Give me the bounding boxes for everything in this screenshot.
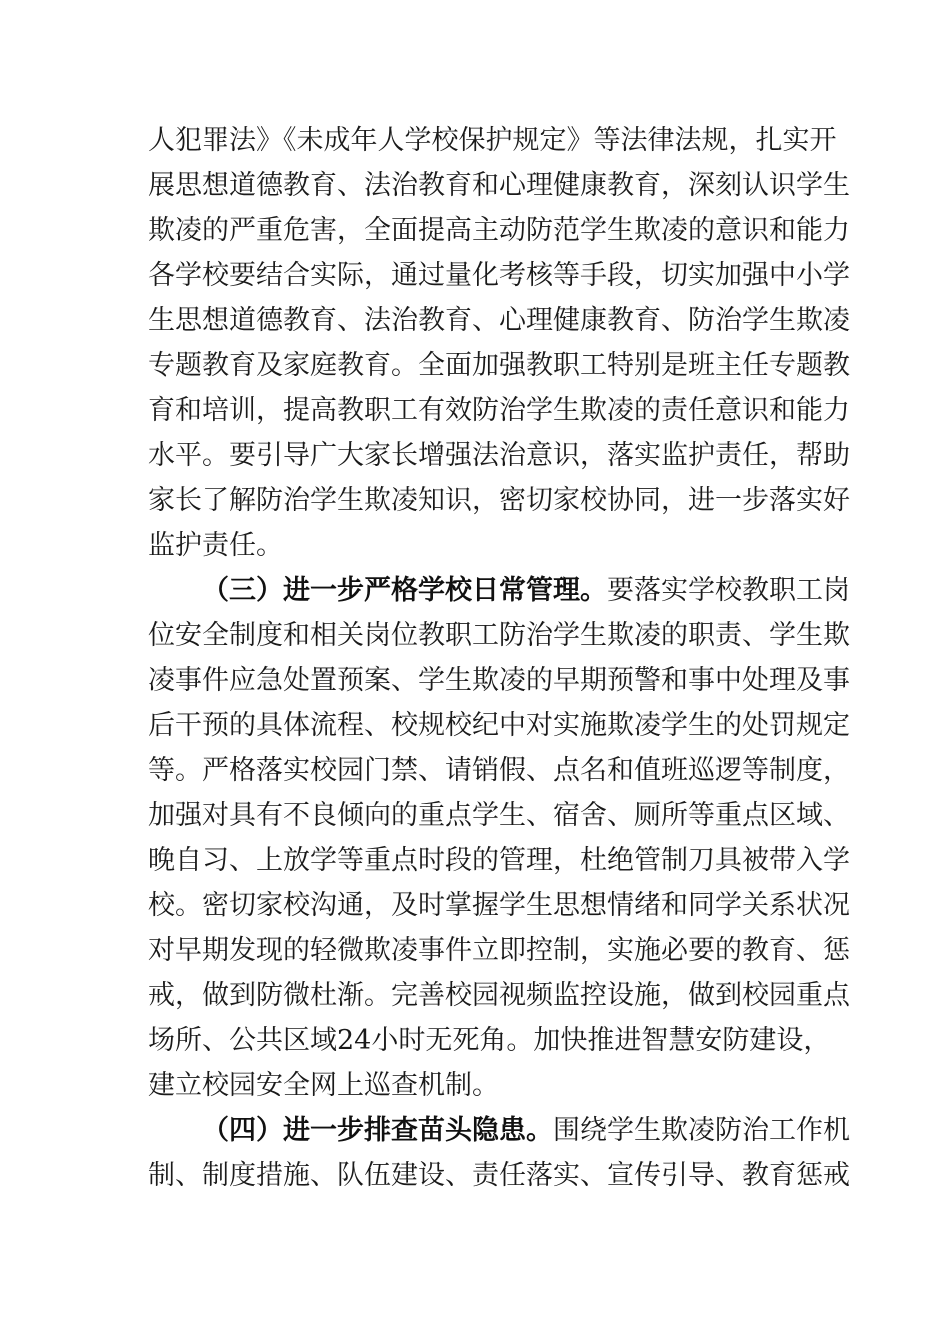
body-line: 欺凌的严重危害，全面提高主动防范学生欺凌的意识和能力 [148, 215, 850, 246]
section-3-heading: （三）进一步严格学校日常管理。 [202, 575, 607, 606]
body-line: 制、制度措施、队伍建设、责任落实、宣传引导、教育惩戒 [148, 1160, 850, 1191]
body-line: 等。严格落实校园门禁、请销假、点名和值班巡逻等制度， [148, 755, 850, 786]
section-3-first-line [202, 569, 850, 613]
body-line: 场所、公共区域24小时无死角。加快推进智慧安防建设， [148, 1025, 831, 1056]
section-3-text: 要落实学校教职工岗 [607, 575, 850, 606]
body-line: 对早期发现的轻微欺凌事件立即控制，实施必要的教育、惩 [148, 935, 850, 966]
body-line: 后干预的具体流程、校规校纪中对实施欺凌学生的处罚规定 [148, 710, 850, 741]
body-line: 晚自习、上放学等重点时段的管理，杜绝管制刀具被带入学 [148, 845, 850, 876]
body-line: 水平。要引导广大家长增强法治意识，落实监护责任，帮助 [148, 440, 850, 471]
section-4-text: 围绕学生欺凌防治工作机 [553, 1115, 850, 1146]
section-4-first-line [202, 1109, 850, 1153]
body-line: 生思想道德教育、法治教育、心理健康教育、防治学生欺凌 [148, 305, 850, 336]
body-line: 监护责任。 [148, 530, 283, 561]
body-line: 加强对具有不良倾向的重点学生、宿舍、厕所等重点区域、 [148, 800, 850, 831]
body-line: 育和培训，提高教职工有效防治学生欺凌的责任意识和能力 [148, 395, 850, 426]
body-line: 专题教育及家庭教育。全面加强教职工特别是班主任专题教 [148, 350, 850, 381]
body-line: 各学校要结合实际，通过量化考核等手段，切实加强中小学 [148, 260, 850, 291]
body-line: 位安全制度和相关岗位教职工防治学生欺凌的职责、学生欺 [148, 620, 850, 651]
body-line: 凌事件应急处置预案、学生欺凌的早期预警和事中处理及事 [148, 665, 850, 696]
body-line: 校。密切家校沟通，及时掌握学生思想情绪和同学关系状况 [148, 890, 850, 921]
section-4-heading: （四）进一步排查苗头隐患。 [202, 1115, 553, 1146]
body-line: 建立校园安全网上巡查机制。 [148, 1070, 499, 1101]
body-line: 家长了解防治学生欺凌知识，密切家校协同，进一步落实好 [148, 485, 850, 516]
body-line: 展思想道德教育、法治教育和心理健康教育，深刻认识学生 [148, 170, 850, 201]
body-line: 人犯罪法》《未成年人学校保护规定》等法律法规，扎实开 [148, 125, 837, 156]
body-line: 戒，做到防微杜渐。完善校园视频监控设施，做到校园重点 [148, 980, 850, 1011]
